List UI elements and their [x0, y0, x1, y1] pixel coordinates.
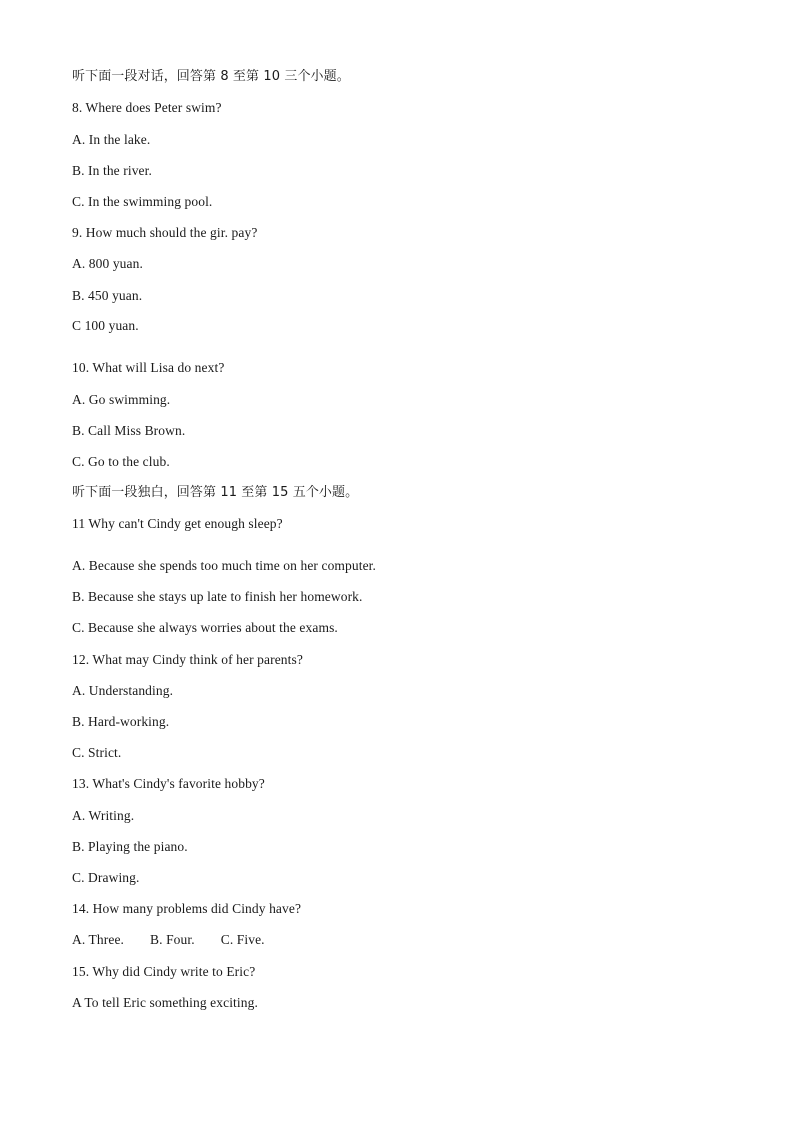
option-10-c: C. Go to the club.: [72, 454, 170, 469]
options-row-14: [72, 931, 265, 949]
option-8-c: C. In the swimming pool.: [72, 194, 213, 209]
question-stem-11: 11 Why can't Cindy get enough sleep?: [72, 516, 283, 531]
question-stem-13: 13. What's Cindy's favorite hobby?: [72, 776, 265, 791]
option-9-b: B. 450 yuan.: [72, 288, 143, 303]
option-12-c: C. Strict.: [72, 745, 122, 760]
question-stem-10: 10. What will Lisa do next?: [72, 360, 225, 375]
section-instruction-dialogue: 听下面一段对话，回答第 8 至第 10 三个小题。: [72, 69, 350, 84]
option-13-b: B. Playing the piano.: [72, 839, 188, 854]
option-14-c: C. Five.: [220, 932, 265, 947]
question-stem-9: 9. How much should the gir. pay?: [72, 225, 258, 240]
section-instruction-monologue: 听下面一段独白，回答第 11 至第 15 五个小题。: [72, 485, 359, 500]
option-10-b: B. Call Miss Brown.: [72, 423, 186, 438]
option-15-a: A To tell Eric something exciting.: [72, 995, 258, 1010]
option-11-a: A. Because she spends too much time on her computer.: [72, 558, 377, 573]
option-11-b: B. Because she stays up late to finish her homework.: [72, 589, 363, 604]
option-14-b: B. Four.: [150, 932, 195, 947]
option-11-c: C. Because she always worries about the exams.: [72, 620, 338, 635]
option-8-b: B. In the river.: [72, 163, 152, 178]
option-9-a: A. 800 yuan.: [72, 256, 143, 271]
option-12-a: A. Understanding.: [72, 683, 174, 698]
option-13-a: A. Writing.: [72, 808, 135, 823]
option-13-c: C. Drawing.: [72, 870, 140, 885]
question-stem-15: 15. Why did Cindy write to Eric?: [72, 964, 256, 979]
option-12-b: B. Hard-working.: [72, 714, 170, 729]
question-stem-14: 14. How many problems did Cindy have?: [72, 901, 302, 916]
option-10-a: A. Go swimming.: [72, 392, 171, 407]
option-9-c: C 100 yuan.: [72, 318, 139, 333]
option-8-a: A. In the lake.: [72, 132, 151, 147]
question-stem-8: 8. Where does Peter swim?: [72, 100, 222, 115]
question-stem-12: 12. What may Cindy think of her parents?: [72, 652, 303, 667]
option-14-a: A. Three.: [72, 932, 125, 947]
